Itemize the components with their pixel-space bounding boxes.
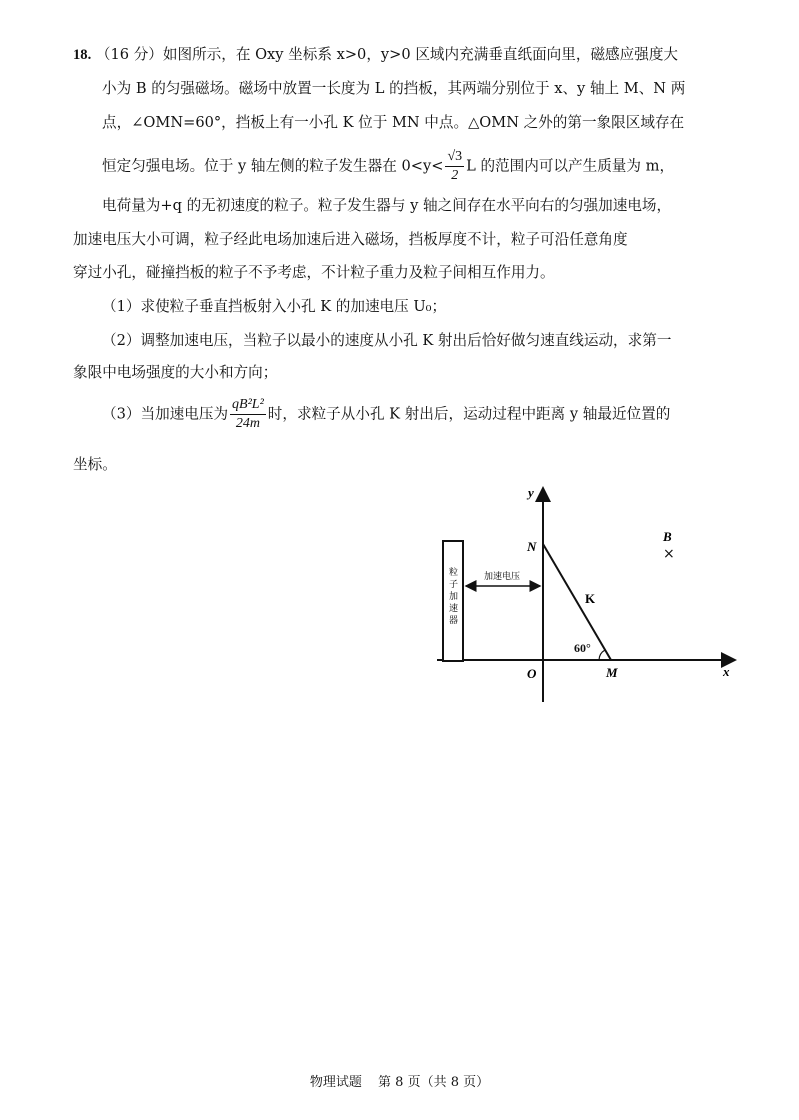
sub-question-2-line-2: 象限中电场强度的大小和方向； bbox=[73, 364, 278, 381]
fraction-denominator: 2 bbox=[451, 168, 459, 183]
problem-text-4b: L 的范围内可以产生质量为 m， bbox=[466, 157, 675, 175]
magnetic-field-label: B bbox=[663, 529, 672, 544]
problem-text-1: 如图所示，在 Oxy 坐标系 x>0，y>0 区域内充满垂直纸面向里，磁感应强度大 bbox=[162, 46, 679, 63]
problem-line-2: 小为 B 的匀强磁场。磁场中放置一长度为 L 的挡板，其两端分别位于 x、y 轴上 M、N 两 bbox=[102, 80, 686, 97]
field-into-page-icon: × bbox=[663, 546, 675, 562]
angle-label: 60° bbox=[574, 641, 591, 655]
footer-subject: 物理试题 bbox=[309, 1075, 362, 1090]
sub-question-3-text-a: （3）当加速电压为 bbox=[102, 405, 229, 423]
sub-question-2-line-1: （2）调整加速电压，当粒子以最小的速度从小孔 K 射出后恰好做匀速直线运动，求第一 bbox=[102, 332, 672, 349]
question-number: 18. bbox=[73, 47, 92, 63]
fraction-denominator: 24m bbox=[235, 416, 260, 431]
fraction-numerator: √3 bbox=[445, 148, 464, 167]
problem-text-4a: 恒定匀强电场。位于 y 轴左侧的粒子发生器在 0<y< bbox=[102, 157, 444, 175]
y-axis-label: y bbox=[528, 485, 534, 500]
point-n-label: N bbox=[527, 539, 537, 554]
generator-char: 加 bbox=[449, 592, 459, 602]
problem-line-7: 穿过小孔，碰撞挡板的粒子不予考虑，不计粒子重力及粒子间相互作用力。 bbox=[73, 264, 555, 281]
sub-question-3-line-2: 坐标。 bbox=[73, 456, 117, 473]
generator-char: 速 bbox=[449, 604, 459, 614]
page-footer bbox=[0, 1071, 799, 1090]
origin-label: O bbox=[527, 666, 537, 681]
generator-char: 粒 bbox=[449, 568, 459, 578]
x-axis-label: x bbox=[723, 664, 730, 679]
problem-line-5: 电荷量为+q 的无初速度的粒子。粒子发生器与 y 轴之间存在水平向右的匀强加速电场， bbox=[102, 197, 672, 214]
fraction-numerator: qB²L² bbox=[230, 396, 266, 415]
sub-question-1: （1）求使粒子垂直挡板射入小孔 K 的加速电压 U₀； bbox=[102, 298, 447, 315]
accel-voltage-label: 加速电压 bbox=[484, 572, 521, 582]
sub-question-3-text-b: 时，求粒子从小孔 K 射出后，运动过程中距离 y 轴最近位置的 bbox=[267, 405, 671, 423]
angle-arc bbox=[599, 650, 605, 660]
question-points: （16 分） bbox=[95, 46, 163, 63]
generator-char: 器 bbox=[449, 616, 459, 626]
point-m-label: M bbox=[606, 665, 618, 680]
footer-page-number: 第 8 页（共 8 页） bbox=[378, 1075, 490, 1090]
problem-line-3: 点，∠OMN=60°，挡板上有一小孔 K 位于 MN 中点。△OMN 之外的第一象限区域存在 bbox=[102, 114, 685, 131]
generator-char: 子 bbox=[449, 580, 459, 590]
hole-k-label: K bbox=[585, 591, 596, 606]
problem-line-6: 加速电压大小可调，粒子经此电场加速后进入磁场，挡板厚度不计，粒子可沿任意角度 bbox=[73, 231, 628, 248]
